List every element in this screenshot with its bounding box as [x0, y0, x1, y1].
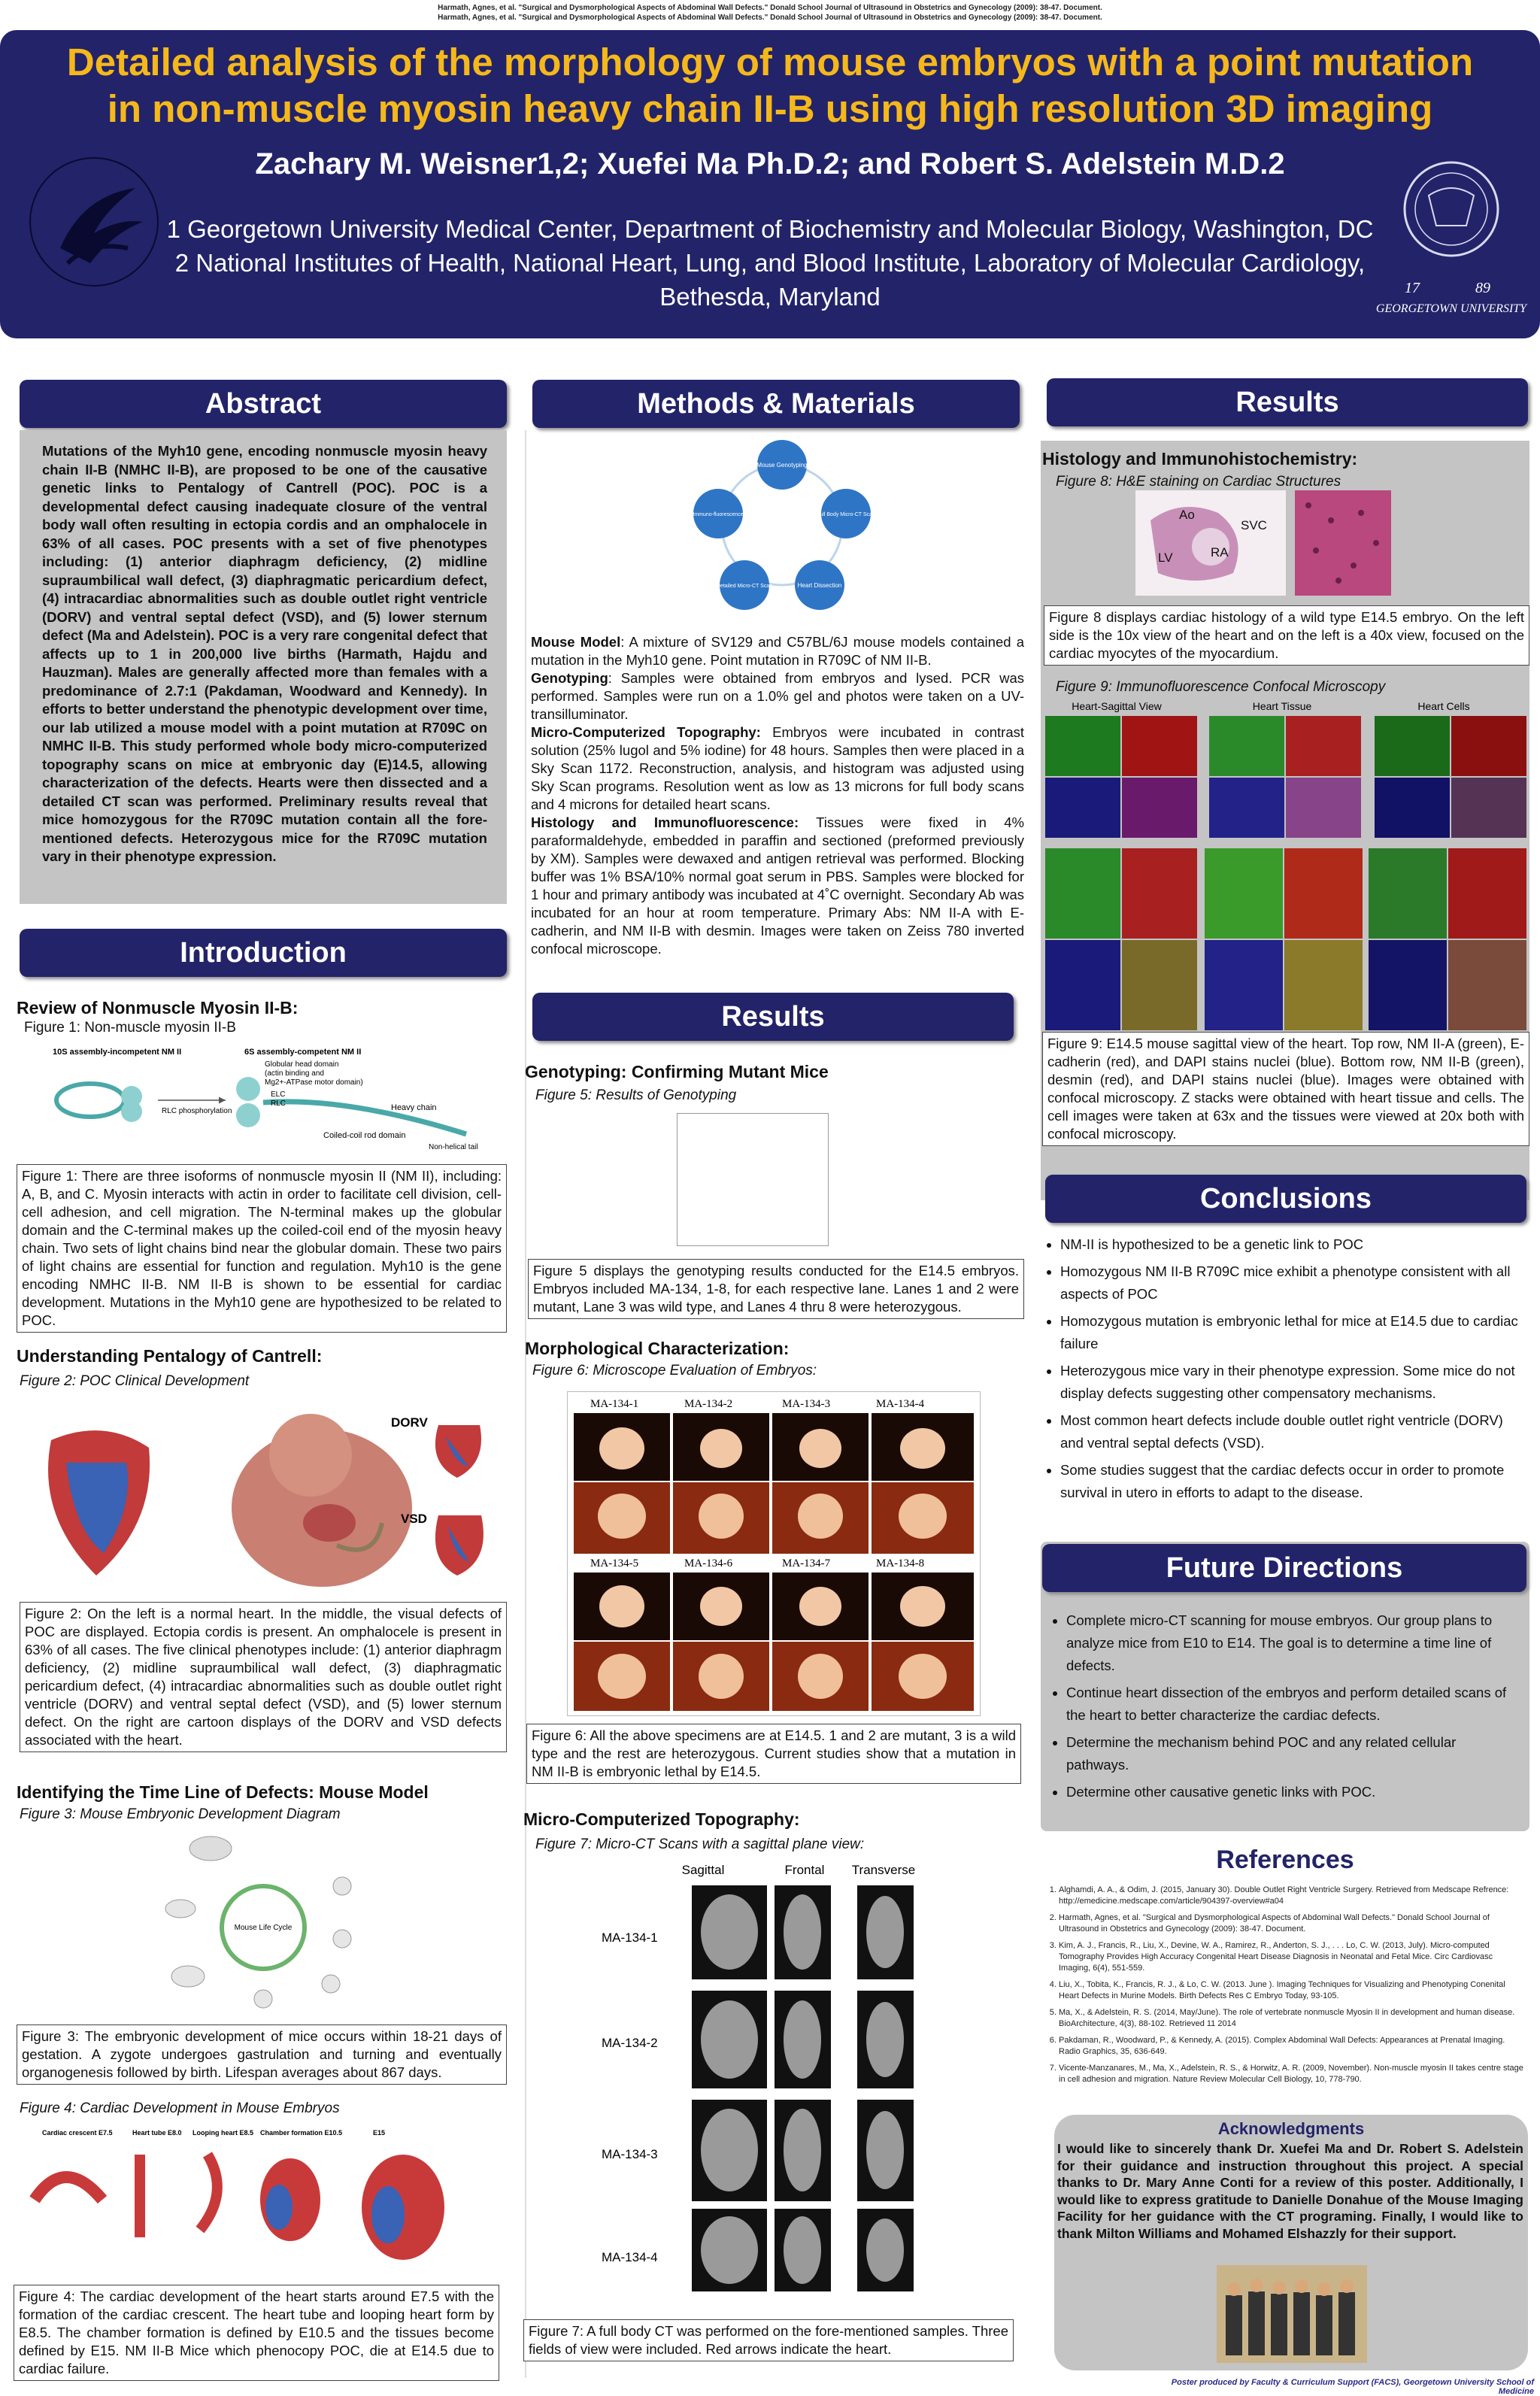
mouse-model-label: Mouse Model [531, 634, 621, 650]
fig8-he-images [1135, 490, 1391, 596]
fig9-confocal-images [1045, 698, 1528, 1033]
fig6-label: MA-134-2 [684, 1398, 733, 1410]
georgetown-name: GEORGETOWN UNIVERSITY [1375, 302, 1527, 315]
acknowledgments-text: I would like to sincerely thank Dr. Xuefei Ma and Dr. Robert S. Adelstein for their guidance and instruction throughout this project. A special thanks to Dr. Mary Anne Conti for a review of this poster. Additionally, I would like to express gratitude to Danielle Donahue of the Mouse Imaging Facility for her guidance with the CT programing. Finally, I would like to thank Milton Williams and Mohamed Elshazzly for their support. [1057, 2141, 1523, 2241]
reference-item: 7. Vicente-Manzanares, M., Ma, X., Adelstein, R. S., & Horwitz, A. R. (2009, November). Non-muscle myosin II takes centre stage in cell adhesion and migration. Nature Review Molecular Cell Biology, 10, 778-790. [1059, 2063, 1523, 2085]
fig6-title: Figure 6: Microscope Evaluation of Embryos: [532, 1363, 817, 1378]
abstract-text: Mutations of the Myh10 gene, encoding nonmuscle myosin heavy chain II-B (NMHC II-B), are proposed to be one of the causative genetic links to Pentalogy of Cantrell (POC). POC is a developmental defect causing inadequate closure of the ventral body wall often resulting in ectopia cordis and an omphalocele in 63% of all cases. POC presents with a set of five phenotypes including: (1) anterior diaphragm deficiency, (2) midline supraumbilical wall defect, (3) diaphragmatic pericardium defect, (4) intracardiac abnormalities such as double outlet right ventricle (DORV) and ventral septal defect (VSD), and (5) lower sternum defect (Ma and Adelstein). POC is a very rare congenital defect that affects up to 1 in 200,000 live births (Harmath, Hajdu and Hauzman). Males are generally affected more than females with a predominance of 2.7:1 (Pakdaman, Woodward and Kennedy). In efforts to better understand the phenotypic development over time, our lab utilized a mouse model with a point mutation at R709C on NMHC II-B. This study performed whole body micro-computerized topography scans on mice at embryonic day (E)14.5, allowing characterization of the defects. Hearts were then dissected and a detailed CT scan was performed. Preliminary results reveal that mice homozygous for the R709C mutation contain all the fore- mentioned defects. Heterozygous mice for the R709C mutation vary in their phenotype expression. [42, 443, 487, 864]
fig3-center-label: Mouse Life Cycle [234, 1924, 293, 1932]
affiliation-3: Bethesda, Maryland [659, 283, 881, 311]
future-item: • Determine other causative genetic links with POC. [1066, 1781, 1519, 1803]
genotyping-subhead: Genotyping: Confirming Mutant Mice [525, 1062, 829, 1081]
fig1-label-rlc: RLC [271, 1099, 286, 1108]
citation-header [0, 3, 1540, 23]
fig8-title: Figure 8: H&E staining on Cardiac Structures [1056, 474, 1341, 490]
fig3-caption: Figure 3: The embryonic development of mice occurs within 18-21 days of gestation. A zygote undergoes gastrulation and turning and eventually organogenesis followed by birth. Lifespan averages about 867 days. [17, 2024, 507, 2085]
fig8-label: RA [1211, 545, 1229, 560]
fig8-label: SVC [1241, 518, 1267, 532]
conclusion-item: • NM-II is hypothesized to be a genetic link to POC [1060, 1233, 1525, 1256]
future-heading: Future Directions [1042, 1544, 1526, 1592]
future-item: • Continue heart dissection of the embryos and perform detailed scans of the heart to better characterize the cardiac defects. [1066, 1682, 1519, 1727]
affiliations [0, 212, 1540, 314]
references-list [1044, 1885, 1523, 2091]
fig7-row-label: MA-134-2 [602, 2036, 658, 2050]
affiliation-2: 2 National Institutes of Health, National Heart, Lung, and Blood Institute, Laboratory of Molecular Cardiology, [174, 249, 1366, 277]
conclusion-item: • Homozygous mutation is embryonic lethal for mice at E14.5 due to cardiac failure [1060, 1310, 1525, 1355]
georgetown-seal-icon [1384, 158, 1519, 286]
mouse-model-text: : A mixture of SV129 and C57BL/6J mouse models contained a mutation in the Myh10 gene. Point mutation in R709C of NM II-B. [531, 634, 1025, 668]
fig1-caption: Figure 1: There are three isoforms of nonmuscle myosin II (NM II), including: A, B, and C. Myosin interacts with actin in order to facilitate cell division, cell-cell adhesion, and cell migration. The N-terminal makes up the globular domain and the C-terminal makes up the coiled-coil end of the myosin heavy chain. Two sets of light chains bind near the globular domain. These two pairs of light chains are essential for function and regulation. Myh10 is the gene encoding NMHC II-B. NM II-B is shown to be essential for cardiac development. Mutations in the Myh10 gene are hypothesized to be related to POC. [17, 1164, 507, 1333]
fig2-label-vsd: VSD [401, 1512, 427, 1526]
fig4-stage-label: E15 [373, 2129, 386, 2137]
fig9-col-label: Heart Cells [1417, 700, 1470, 712]
fig4-caption: Figure 4: The cardiac development of the heart starts around E7.5 with the formation of the cardiac crescent. The heart tube and looping heart form by E8.5. The chamber formation is defined by E10.5 and the tissues become defined by E15. NM II-B Mice which phenocopy POC, die at E14.5 due to cardiac failure. [14, 2285, 499, 2381]
intro-subhead-3: Identifying the Time Line of Defects: Mouse Model [17, 1782, 429, 1802]
intro-subhead-2: Understanding Pentalogy of Cantrell: [17, 1346, 323, 1366]
fig1-label-actin: (actin binding and [265, 1069, 324, 1078]
references-heading: References [1216, 1846, 1354, 1874]
fig7-row-label: MA-134-3 [602, 2147, 658, 2161]
acknowledgments-heading: Acknowledgments [1217, 2119, 1365, 2138]
fig5-gel-image [677, 1113, 829, 1246]
conclusion-item: • Homozygous NM II-B R709C mice exhibit a phenotype consistent with all aspects of POC [1060, 1260, 1525, 1306]
fig1-label-atpase: Mg2+-ATPase motor domain) [265, 1078, 363, 1087]
abstract-heading: Abstract [20, 380, 507, 428]
reference-item: 2. Harmath, Agnes, et al. "Surgical and Dysmorphological Aspects of Abdominal Wall Defects." Donald School Journal of Ultrasound in Obstetrics and Gynecology (2009): 38-47. Document. [1059, 1912, 1523, 1935]
intro-subhead-1: Review of Nonmuscle Myosin II-B: [17, 998, 299, 1018]
fig4-stage-label: Cardiac crescent E7.5 [42, 2129, 113, 2137]
genotyping-text: : Samples were obtained from embryos and lysed. PCR was performed. Samples were run on a 1.0% gel and photos were taken on a UV-transilluminator. [531, 670, 1024, 722]
fig9-title: Figure 9: Immunofluorescence Confocal Microscopy [1056, 679, 1386, 695]
fig7-title: Figure 7: Micro-CT Scans with a sagittal plane view: [535, 1836, 865, 1852]
fig4-stage-label: Chamber formation E10.5 [260, 2129, 343, 2137]
column-divider [525, 430, 526, 2378]
reference-item: 5. Ma, X., & Adelstein, R. S. (2014, May/June). The role of vertebrate nonmuscle Myosin II in development and human disease. BioArchitecture, 4(3), 88-102. Retrieved 11 2014 [1059, 2007, 1523, 2030]
fig1-myosin-diagram [45, 1044, 496, 1157]
fig6-label: MA-134-4 [876, 1398, 925, 1410]
methods-text [531, 633, 1024, 958]
fig4-stage-label: Heart tube E8.0 [132, 2129, 182, 2137]
group-photo [1217, 2265, 1367, 2363]
fig8-caption: Figure 8 displays cardiac histology of a wild type E14.5 embryo. On the left side is the 10x view of the heart and on the left is a 40x view, focused on the cardiac myocytes of the myocardium. [1044, 605, 1529, 666]
histology-subhead: Histology and Immunohistochemistry: [1042, 449, 1358, 469]
fig1-label-left-top: 10S assembly-incompetent NM II [53, 1048, 182, 1057]
genotyping-label: Genotyping [531, 670, 608, 686]
authors: Zachary M. Weisner1,2; Xuefei Ma Ph.D.2; and Robert S. Adelstein M.D.2 [255, 147, 1285, 180]
fig2-label-dorv: DORV [391, 1415, 428, 1430]
seal-year-left: 17 [1405, 280, 1420, 296]
microct-subhead: Micro-Computerized Topography: [523, 1809, 800, 1829]
fig6-label: MA-134-3 [782, 1398, 831, 1410]
hhs-logo-icon [23, 150, 165, 293]
cycle-step: Heart Dissection [797, 582, 842, 589]
fig6-label: MA-134-1 [590, 1398, 639, 1410]
citation-line: Harmath, Agnes, et al. "Surgical and Dysmorphological Aspects of Abdominal Wall Defects." Donald School Journal of Ultrasound in Obstetrics and Gynecology (2009): 38-47. Document. [438, 4, 1102, 12]
citation-line: Harmath, Agnes, et al. "Surgical and Dysmorphological Aspects of Abdominal Wall Defects." Donald School Journal of Ultrasound in Obstetrics and Gynecology (2009): 38-47. Document. [438, 14, 1102, 22]
conclusions-heading: Conclusions [1045, 1175, 1526, 1223]
introduction-heading: Introduction [20, 929, 507, 977]
fig6-caption: Figure 6: All the above specimens are at E14.5. 1 and 2 are mutant, 3 is a wild type and the rest are heterozygous. Current studies show that a mutation in NM II-B is embryonic lethal by E14.5. [526, 1724, 1021, 1784]
future-list [1050, 1609, 1519, 1808]
fig3-lifecycle-diagram [150, 1826, 376, 2014]
cycle-step: Immuno-fluorescence [693, 512, 744, 517]
fig5-title: Figure 5: Results of Genotyping [535, 1087, 737, 1103]
fig1-title: Figure 1: Non-muscle myosin II-B [24, 1020, 236, 1036]
fig1-label-coiled: Coiled-coil rod domain [323, 1131, 406, 1140]
fig1-label-rlc-phos: RLC phosphorylation [162, 1107, 232, 1115]
fig3-title: Figure 3: Mouse Embryonic Development Diagram [20, 1806, 341, 1822]
methods-heading: Methods & Materials [532, 380, 1020, 428]
fig9-col-label: Heart Tissue [1252, 700, 1312, 712]
reference-item: 3. Kim, A. J., Francis, R., Liu, X., Devine, W. A., Ramirez, R., Anderton, S. J., . . . Lo, C. W. (2013, July). Micro-computed Tomography Provides High Accuracy Congenital Heart Disease Diagnosis in Neonatal and Fetal Mice. Circ Cardiovasc Imaging, 6(4), 551-559. [1059, 1940, 1523, 1974]
results-mid-heading: Results [532, 993, 1014, 1041]
fig7-col-label: Sagittal [681, 1863, 725, 1877]
fig7-caption: Figure 7: A full body CT was performed on the fore-mentioned samples. Three fields of view were included. Red arrows indicate the heart. [523, 2319, 1014, 2361]
fig1-label-right-top: 6S assembly-competent NM II [244, 1048, 362, 1057]
fig7-col-label: Frontal [784, 1863, 825, 1877]
fig6-embryo-grid [567, 1391, 981, 1716]
reference-item: 4. Liu, X., Tobita, K., Francis, R. J., & Lo, C. W. (2013. June ). Imaging Techniques for Visualizing and Phenotyping Conenital Heart Defects in Murine Models. Birth Defects Res C Embryo Today, 93-105. [1059, 1979, 1523, 2002]
fig6-label: MA-134-5 [590, 1557, 639, 1570]
fig6-embryo-images [568, 1392, 980, 1715]
morph-subhead: Morphological Characterization: [525, 1339, 790, 1358]
fig6-label: MA-134-6 [684, 1557, 733, 1570]
fig1-label-tail: Non-helical tail [429, 1143, 478, 1151]
conclusion-item: • Most common heart defects include double outlet right ventricle (DORV) and ventral septal defects (VSD). [1060, 1409, 1525, 1454]
fig4-title: Figure 4: Cardiac Development in Mouse Embryos [20, 2100, 340, 2116]
fig4-stage-label: Looping heart E8.5 [192, 2129, 254, 2137]
results-right-heading: Results [1047, 378, 1528, 426]
fig1-label-globular: Globular head domain [265, 1060, 339, 1069]
histology-label: Histology and Immunofluorescence: [531, 814, 799, 830]
affiliation-1: 1 Georgetown University Medical Center, Department of Biochemistry and Molecular Biology, Washington, DC [166, 215, 1374, 243]
conclusions-list [1044, 1233, 1525, 1509]
title-line-1: Detailed analysis of the morphology of mouse embryos with a point mutation [66, 41, 1474, 83]
title-line-2: in non-muscle myosin heavy chain II-B using high resolution 3D imaging [107, 87, 1433, 130]
fig7-col-label: Transverse [851, 1863, 916, 1877]
reference-item: 6. Pakdaman, R., Woodward, P., & Kennedy, A. (2015). Complex Abdominal Wall Defects: Appearances at Prenatal Imaging. Radio Graphics, 35, 636-649. [1059, 2035, 1523, 2058]
fig1-label-elc: ELC [271, 1090, 286, 1099]
future-item: • Complete micro-CT scanning for mouse embryos. Our group plans to analyze mice from E10 to E14. The goal is to determine a time line of defects. [1066, 1609, 1519, 1677]
conclusion-item: • Some studies suggest that the cardiac defects occur in order to promote survival in utero in efforts to adapt to the disease. [1060, 1459, 1525, 1504]
footer-credit: Poster produced by Faculty & Curriculum Support (FACS), Georgetown University School of Medicine [1171, 2378, 1534, 2396]
future-item: • Determine the mechanism behind POC and any related cellular pathways. [1066, 1731, 1519, 1776]
conclusion-item: • Heterozygous mice vary in their phenotype expression. Some mice do not display defects suggesting other compensatory mechanisms. [1060, 1360, 1525, 1405]
fig6-label: MA-134-8 [876, 1557, 925, 1570]
cycle-step: Detailed Micro-CT Scan [716, 584, 773, 589]
microct-label: Micro-Computerized Topography: [531, 724, 761, 740]
fig8-label: Ao [1179, 508, 1195, 522]
histology-text: Tissues were fixed in 4% paraformaldehyde, embedded in paraffin and sectioned (preformed previously by XM). Samples were dewaxed and antigen retrieval was performed. Blocking buffer was 1% BSA/10% normal goat serum in PBS. Samples were blocked for 1 hour and primary antibody was incubated at 4˚C overnight. Secondary Ab was incubated for an hour at room temperature. Primary Abs: NM II-A with E-cadherin, and NM II-B with desmin. Images were taken on Zeiss 780 inverted confocal microscope. [531, 814, 1024, 957]
fig6-label: MA-134-7 [782, 1557, 831, 1570]
fig2-poc-images [21, 1395, 502, 1594]
fig7-row-label: MA-134-1 [602, 1930, 658, 1945]
fig5-caption: Figure 5 displays the genotyping results conducted for the E14.5 embryos. Embryos included MA-134, 1-8, for each respective lane. Lanes 1 and 2 were mutant, Lane 3 was wild type, and Lanes 4 thru 8 were heterozygous. [528, 1259, 1024, 1319]
fig2-caption: Figure 2: On the left is a normal heart. In the middle, the visual defects of POC are displayed. Ectopia cordis is present. An omphalocele is present in 63% of all cases. The five clinical phenotypes include: (1) anterior diaphragm deficiency, (2) midline supraumbilical wall defect, (3) diaphragmatic pericardium defect, (4) intracardiac abnormalities such as double outlet right ventricle (DORV) and ventral septal defect (VSD), and (5) lower sternum defect. On the right are cartoon displays of the DORV and VSD defects associated with the heart. [20, 1602, 507, 1752]
cycle-step: Mouse Genotyping [756, 462, 808, 469]
fig9-caption: Figure 9: E14.5 mouse sagittal view of the heart. Top row, NM II-A (green), E-cadherin (red), and DAPI stains nuclei (blue). Bottom row, NM II-B (green), desmin (red), and DAPI stains nuclei (blue). Images were obtained with confocal microscopy. Z stacks were obtained with heart tissue and cells. The cell images were taken at 63x and the tissues were viewed at 20x both with confocal microscopy. [1042, 1032, 1529, 1146]
reference-item: 1. Alghamdi, A. A., & Odim, J. (2015, January 30). Double Outlet Right Ventricle Surgery. Retrieved from Medscape Refrence: http://emedicine.medscape.com/article/904397-overview#a04 [1059, 1885, 1523, 1907]
seal-year-right: 89 [1475, 280, 1490, 296]
poster-title [0, 39, 1540, 132]
fig7-ct-grid [594, 1859, 940, 2295]
fig8-label: LV [1158, 550, 1173, 565]
cycle-step: Full Body Micro-CT Scan [817, 512, 875, 517]
fig4-cardiac-diagram [20, 2125, 486, 2282]
fig9-col-label: Heart-Sagittal View [1072, 700, 1162, 712]
microct-text: Embryos were incubated in contrast solution (25% lugol and 5% iodine) for 48 hours. Samples then were placed in a Sky Scan 1172. Reconstruction, analysis, and histogram was adjusted using Sky Scan programs. Resolution went as low as 13 microns for full body scans and 4 microns for detailed heart scans. [531, 724, 1024, 812]
fig1-label-heavy: Heavy chain [391, 1103, 437, 1112]
fig7-row-label: MA-134-4 [602, 2250, 658, 2264]
fig2-title: Figure 2: POC Clinical Development [20, 1373, 250, 1389]
methods-cycle-diagram [669, 435, 895, 611]
